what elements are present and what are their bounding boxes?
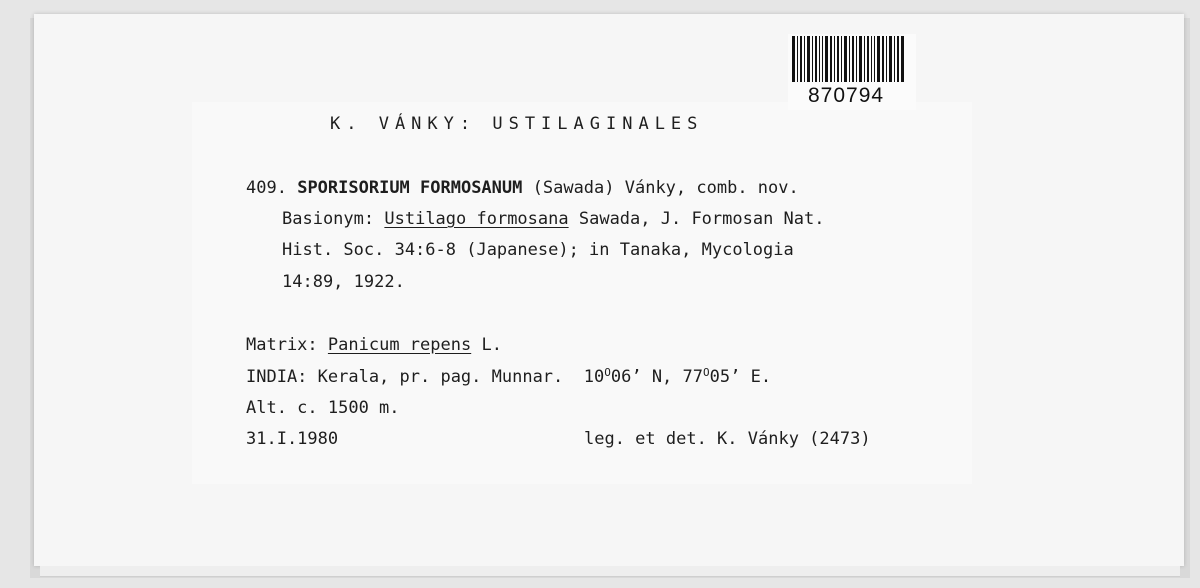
- barcode-label: [788, 34, 916, 110]
- species-authority: (Sawada) Vánky, comb. nov.: [532, 178, 799, 198]
- latitude: $10^O06$’ N,: [583, 366, 673, 387]
- barcode-graphic: [792, 36, 912, 82]
- basionym-reference: Sawada, J. Formosan Nat.: [578, 209, 825, 229]
- host-author: L.: [481, 335, 502, 355]
- species-name: SPORISORIUM FORMOSANUM: [297, 178, 523, 198]
- altitude-line: Alt. c. 1500 m.: [246, 398, 400, 418]
- host-name: Panicum repens: [327, 335, 472, 355]
- locality-place: INDIA: Kerala, pr. pag. Munnar.: [246, 367, 564, 387]
- entry-number: 409.: [246, 178, 287, 198]
- matrix-label: Matrix:: [246, 335, 318, 355]
- specimen-label: [192, 102, 972, 484]
- entry-line-1: [246, 178, 799, 198]
- locality-line: [246, 367, 771, 387]
- basionym-name: Ustilago formosana: [384, 209, 569, 229]
- label-header: K. VÁNKY: USTILAGINALES: [330, 114, 704, 134]
- basionym-line: [282, 209, 825, 229]
- collector-line: leg. et det. K. Vánky (2473): [584, 429, 871, 449]
- reference-line-2: Hist. Soc. 34:6-8 (Japanese); in Tanaka, Mycologia: [282, 240, 794, 260]
- basionym-label: Basionym:: [282, 209, 375, 229]
- longitude: $77^O05$’ E.: [682, 366, 772, 387]
- matrix-line: [246, 335, 502, 355]
- reference-line-3: 14:89, 1922.: [282, 272, 405, 292]
- sheet-edge: [40, 566, 1180, 577]
- collection-date: 31.I.1980: [246, 429, 339, 449]
- barcode-number: 870794: [808, 84, 885, 107]
